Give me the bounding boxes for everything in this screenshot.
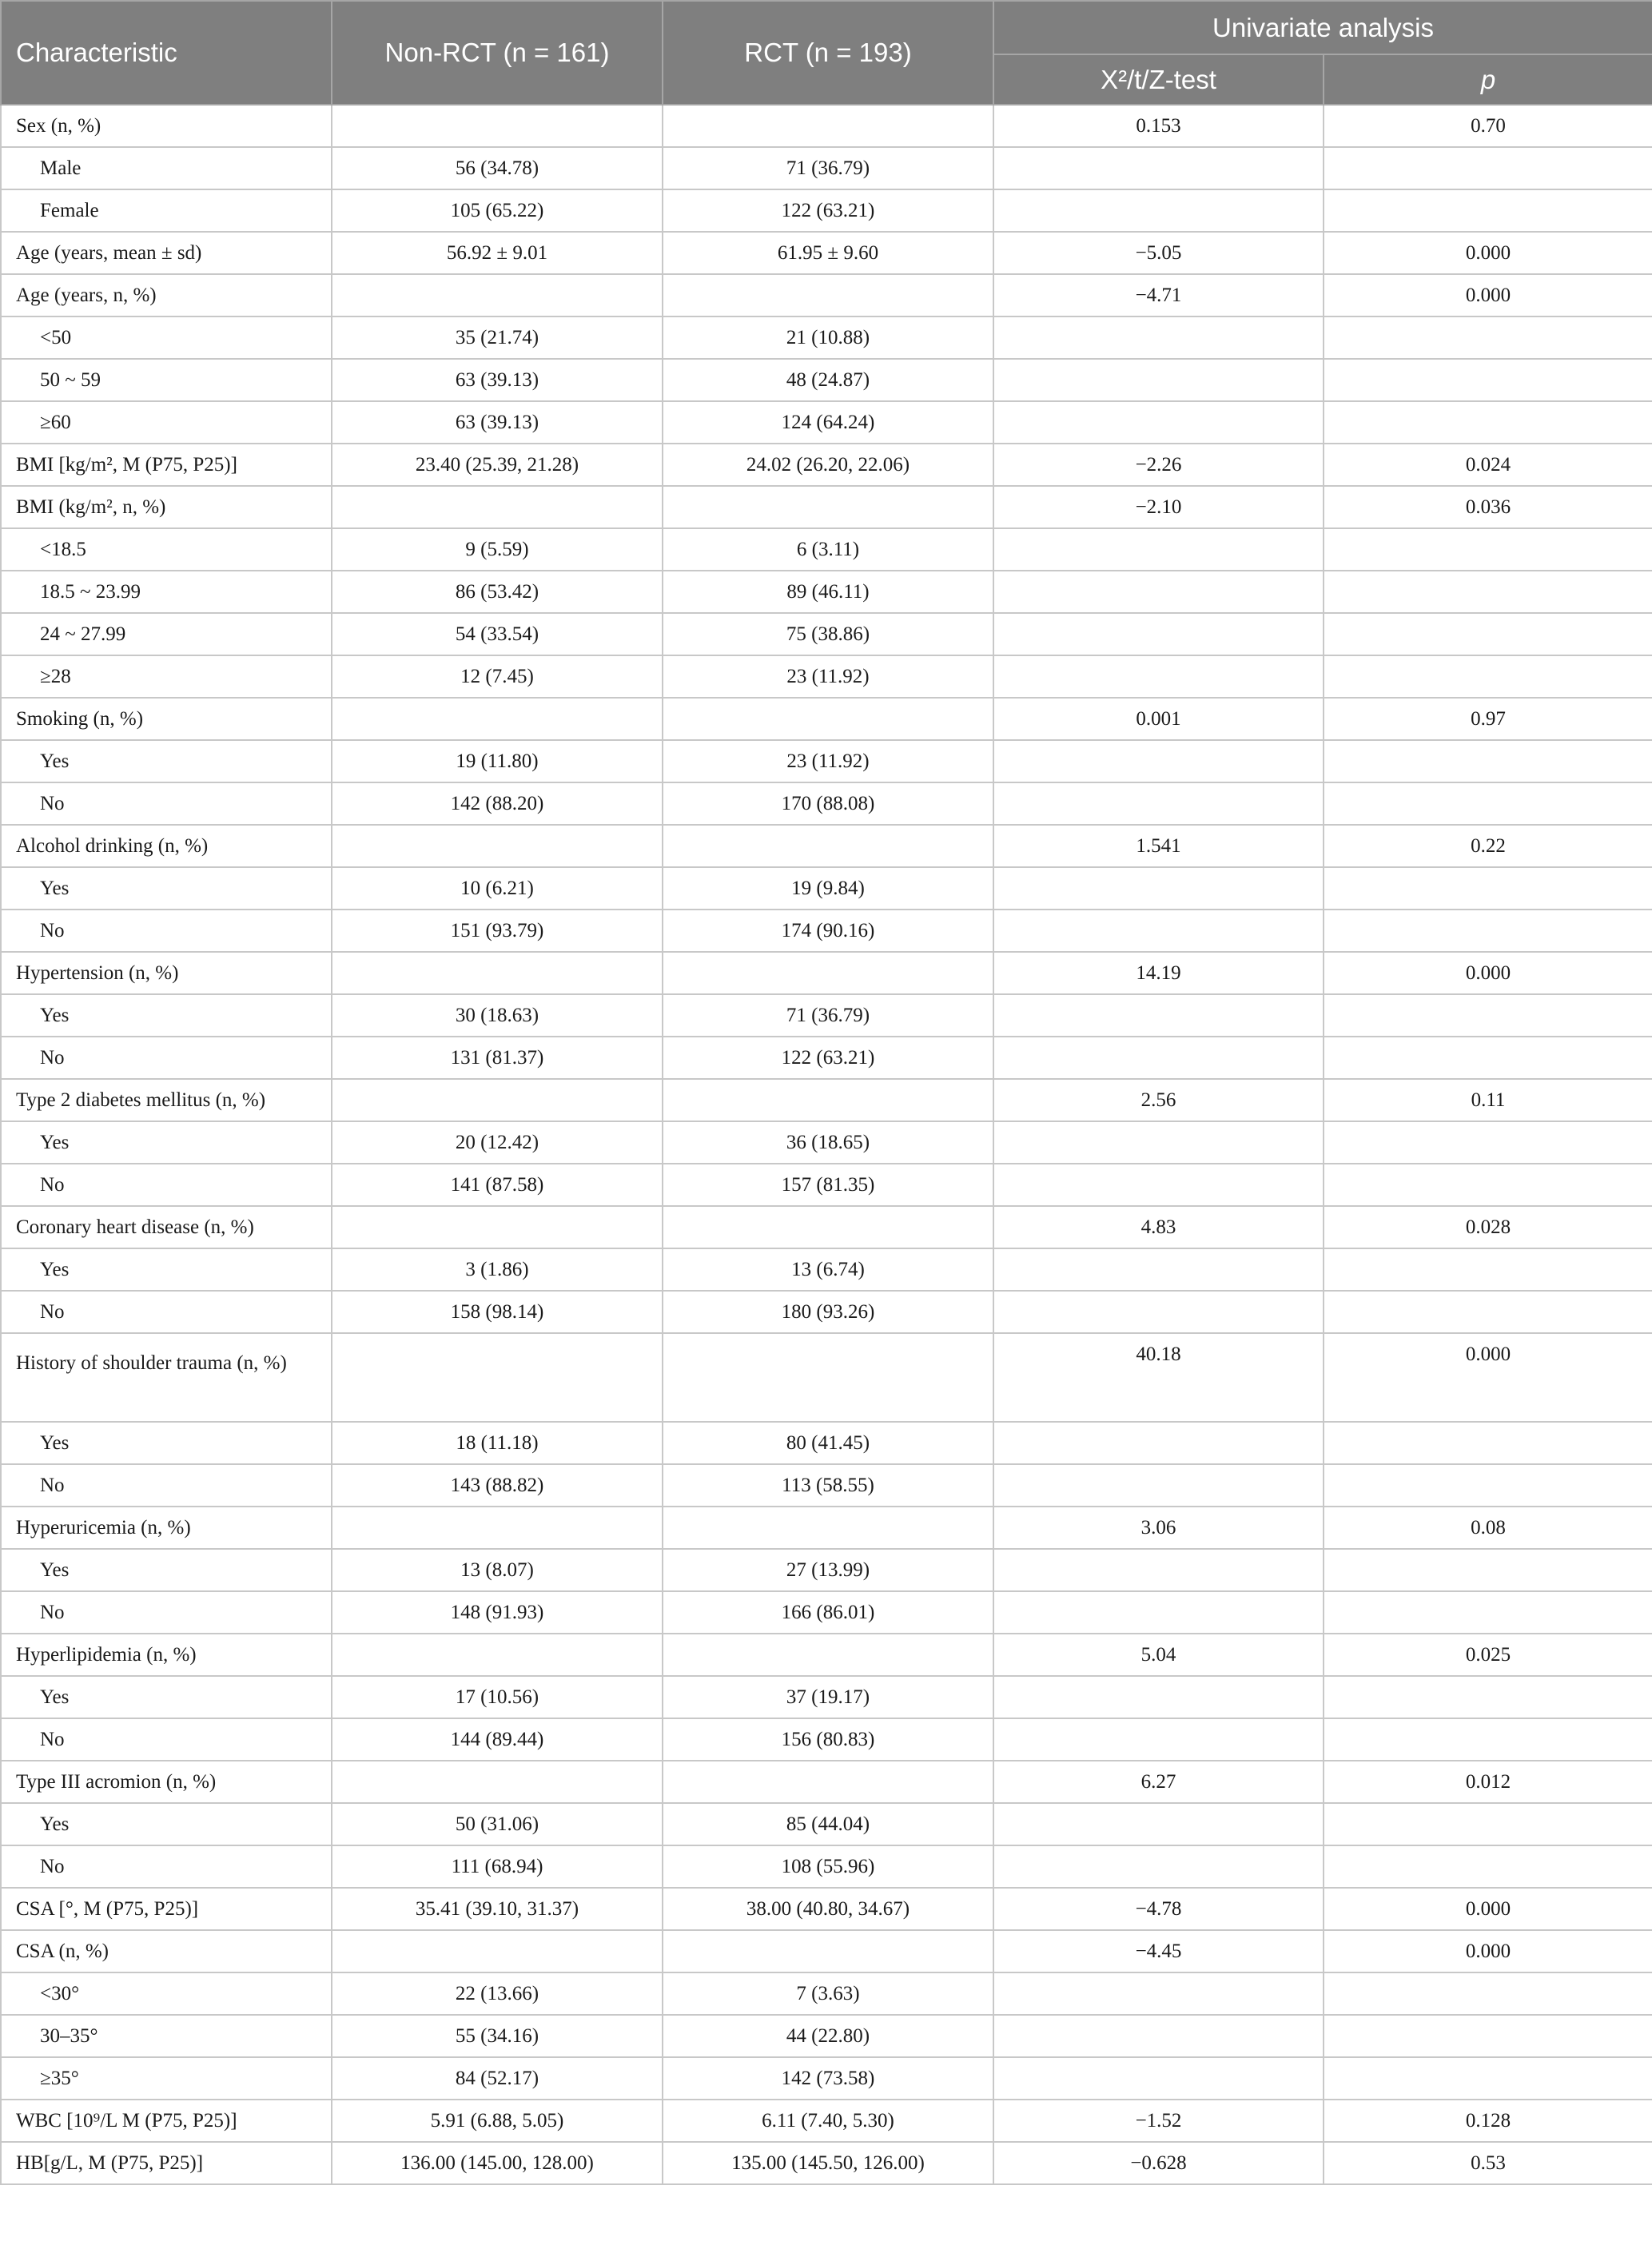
table-row [1, 1333, 1652, 1422]
cell-rct: 23 (11.92) [663, 655, 993, 698]
cell-nonrct [332, 274, 663, 316]
cell-test-stat [993, 1972, 1324, 2015]
cell-test-stat [993, 571, 1324, 613]
cell-nonrct: 63 (39.13) [332, 359, 663, 401]
cell-p-value [1324, 782, 1652, 825]
table-row [1, 2100, 1652, 2142]
cell-p-value [1324, 994, 1652, 1037]
cell-rct: 156 (80.83) [663, 1718, 993, 1761]
cell-rct: 75 (38.86) [663, 613, 993, 655]
cell-p-value [1324, 867, 1652, 910]
cell-rct: 174 (90.16) [663, 910, 993, 952]
table-row [1, 105, 1652, 147]
cell-test-stat [993, 867, 1324, 910]
cell-rct [663, 825, 993, 867]
cell-p-value: 0.97 [1324, 698, 1652, 740]
table-row [1, 994, 1652, 1037]
cell-p-value [1324, 1803, 1652, 1845]
cell-nonrct [332, 825, 663, 867]
cell-p-value [1324, 1549, 1652, 1591]
cell-nonrct [332, 698, 663, 740]
cell-nonrct: 35.41 (39.10, 31.37) [332, 1888, 663, 1930]
cell-characteristic: Yes [1, 1549, 332, 1591]
cell-rct [663, 1206, 993, 1248]
cell-test-stat [993, 1422, 1324, 1464]
table-row [1, 2057, 1652, 2100]
cell-p-value [1324, 571, 1652, 613]
table-row [1, 1206, 1652, 1248]
cell-p-value [1324, 1037, 1652, 1079]
cell-test-stat: 6.27 [993, 1761, 1324, 1803]
cell-rct [663, 1507, 993, 1549]
cell-test-stat [993, 910, 1324, 952]
cell-test-stat: 0.153 [993, 105, 1324, 147]
cell-characteristic: Male [1, 147, 332, 189]
table-row [1, 316, 1652, 359]
cell-test-stat: −4.71 [993, 274, 1324, 316]
cell-characteristic: Yes [1, 740, 332, 782]
cell-characteristic: No [1, 1291, 332, 1333]
cell-characteristic: Yes [1, 1121, 332, 1164]
cell-nonrct: 17 (10.56) [332, 1676, 663, 1718]
cell-characteristic: BMI [kg/m², M (P75, P25)] [1, 444, 332, 486]
cell-test-stat [993, 2015, 1324, 2057]
cell-rct: 85 (44.04) [663, 1803, 993, 1845]
cell-test-stat [993, 1803, 1324, 1845]
cell-p-value [1324, 1291, 1652, 1333]
cell-p-value: 0.53 [1324, 2142, 1652, 2184]
cell-characteristic: <50 [1, 316, 332, 359]
table-row [1, 1549, 1652, 1591]
cell-rct: 36 (18.65) [663, 1121, 993, 1164]
cell-test-stat [993, 528, 1324, 571]
cell-nonrct: 105 (65.22) [332, 189, 663, 232]
table-row [1, 1291, 1652, 1333]
cell-test-stat [993, 1464, 1324, 1507]
cell-test-stat: −4.78 [993, 1888, 1324, 1930]
table-row [1, 952, 1652, 994]
table-row [1, 2015, 1652, 2057]
table-row [1, 359, 1652, 401]
cell-test-stat [993, 613, 1324, 655]
cell-nonrct: 20 (12.42) [332, 1121, 663, 1164]
cell-test-stat: 0.001 [993, 698, 1324, 740]
cell-nonrct: 10 (6.21) [332, 867, 663, 910]
table-row [1, 698, 1652, 740]
cell-characteristic: Hyperuricemia (n, %) [1, 1507, 332, 1549]
cell-p-value: 0.22 [1324, 825, 1652, 867]
cell-characteristic: Age (years, mean ± sd) [1, 232, 332, 274]
cell-nonrct [332, 486, 663, 528]
cell-p-value [1324, 1464, 1652, 1507]
cell-nonrct [332, 1333, 663, 1422]
table-row [1, 1972, 1652, 2015]
cell-p-value [1324, 1718, 1652, 1761]
cell-nonrct: 55 (34.16) [332, 2015, 663, 2057]
cell-p-value [1324, 613, 1652, 655]
cell-characteristic: 30–35° [1, 2015, 332, 2057]
cell-nonrct [332, 105, 663, 147]
cell-rct: 89 (46.11) [663, 571, 993, 613]
table-row [1, 1037, 1652, 1079]
cell-nonrct: 13 (8.07) [332, 1549, 663, 1591]
cell-p-value [1324, 147, 1652, 189]
table-body [1, 105, 1652, 2184]
cell-characteristic: No [1, 1164, 332, 1206]
cell-rct: 71 (36.79) [663, 147, 993, 189]
cell-characteristic: No [1, 1591, 332, 1634]
cell-characteristic: ≥60 [1, 401, 332, 444]
table-row [1, 1930, 1652, 1972]
cell-characteristic: 24 ~ 27.99 [1, 613, 332, 655]
cell-test-stat [993, 994, 1324, 1037]
table-row [1, 401, 1652, 444]
cell-nonrct [332, 1761, 663, 1803]
cell-test-stat [993, 1121, 1324, 1164]
cell-test-stat: 1.541 [993, 825, 1324, 867]
cell-p-value: 0.028 [1324, 1206, 1652, 1248]
cell-rct [663, 1930, 993, 1972]
table-row [1, 189, 1652, 232]
cell-test-stat: 3.06 [993, 1507, 1324, 1549]
header-p-text: p [1480, 64, 1496, 94]
table-row [1, 613, 1652, 655]
cell-characteristic: Yes [1, 867, 332, 910]
cell-characteristic: CSA (n, %) [1, 1930, 332, 1972]
table-row [1, 1248, 1652, 1291]
cell-characteristic: ≥28 [1, 655, 332, 698]
cell-test-stat [993, 316, 1324, 359]
table-row [1, 1845, 1652, 1888]
cell-p-value [1324, 1164, 1652, 1206]
table-row [1, 1422, 1652, 1464]
cell-rct: 24.02 (26.20, 22.06) [663, 444, 993, 486]
cell-nonrct: 151 (93.79) [332, 910, 663, 952]
cell-rct [663, 952, 993, 994]
cell-nonrct: 18 (11.18) [332, 1422, 663, 1464]
cell-p-value: 0.024 [1324, 444, 1652, 486]
cell-nonrct [332, 1634, 663, 1676]
cell-rct: 19 (9.84) [663, 867, 993, 910]
cell-rct: 23 (11.92) [663, 740, 993, 782]
cell-characteristic: Age (years, n, %) [1, 274, 332, 316]
table-row [1, 1079, 1652, 1121]
cell-rct: 157 (81.35) [663, 1164, 993, 1206]
cell-nonrct: 144 (89.44) [332, 1718, 663, 1761]
cell-rct [663, 274, 993, 316]
cell-p-value: 0.000 [1324, 232, 1652, 274]
cell-p-value: 0.000 [1324, 274, 1652, 316]
cell-p-value: 0.000 [1324, 952, 1652, 994]
cell-nonrct: 54 (33.54) [332, 613, 663, 655]
cell-p-value: 0.08 [1324, 1507, 1652, 1549]
cell-rct: 6 (3.11) [663, 528, 993, 571]
table-row [1, 571, 1652, 613]
cell-nonrct: 158 (98.14) [332, 1291, 663, 1333]
cell-rct: 38.00 (40.80, 34.67) [663, 1888, 993, 1930]
cell-p-value [1324, 740, 1652, 782]
cell-rct: 122 (63.21) [663, 1037, 993, 1079]
cell-nonrct: 35 (21.74) [332, 316, 663, 359]
table-row [1, 1803, 1652, 1845]
cell-nonrct [332, 1079, 663, 1121]
table-row [1, 1121, 1652, 1164]
cell-characteristic: Yes [1, 1676, 332, 1718]
cell-p-value [1324, 2057, 1652, 2100]
header-rct: RCT (n = 193) [663, 1, 993, 105]
cell-nonrct: 19 (11.80) [332, 740, 663, 782]
cell-p-value: 0.70 [1324, 105, 1652, 147]
cell-nonrct: 131 (81.37) [332, 1037, 663, 1079]
cell-test-stat [993, 1248, 1324, 1291]
cell-rct: 61.95 ± 9.60 [663, 232, 993, 274]
cell-characteristic: HB[g/L, M (P75, P25)] [1, 2142, 332, 2184]
table-row [1, 147, 1652, 189]
cell-p-value [1324, 655, 1652, 698]
cell-test-stat [993, 147, 1324, 189]
cell-p-value: 0.012 [1324, 1761, 1652, 1803]
cell-p-value: 0.025 [1324, 1634, 1652, 1676]
cell-rct [663, 1634, 993, 1676]
cell-p-value [1324, 1676, 1652, 1718]
cell-characteristic: <30° [1, 1972, 332, 2015]
cell-nonrct: 86 (53.42) [332, 571, 663, 613]
table-row [1, 1888, 1652, 1930]
cell-characteristic: History of shoulder trauma (n, %) [1, 1333, 332, 1422]
cell-rct: 124 (64.24) [663, 401, 993, 444]
cell-p-value: 0.11 [1324, 1079, 1652, 1121]
cell-characteristic: Smoking (n, %) [1, 698, 332, 740]
cell-characteristic: BMI (kg/m², n, %) [1, 486, 332, 528]
cell-characteristic: No [1, 1718, 332, 1761]
cell-p-value [1324, 1121, 1652, 1164]
cell-test-stat [993, 1676, 1324, 1718]
cell-p-value: 0.036 [1324, 486, 1652, 528]
table-row [1, 528, 1652, 571]
cell-characteristic: Alcohol drinking (n, %) [1, 825, 332, 867]
cell-rct: 7 (3.63) [663, 1972, 993, 2015]
cell-nonrct: 141 (87.58) [332, 1164, 663, 1206]
cell-test-stat: −5.05 [993, 232, 1324, 274]
cell-nonrct: 56 (34.78) [332, 147, 663, 189]
cell-test-stat [993, 359, 1324, 401]
cell-nonrct [332, 1930, 663, 1972]
header-test: X²/t/Z-test [993, 54, 1324, 105]
table-row [1, 1634, 1652, 1676]
cell-rct: 113 (58.55) [663, 1464, 993, 1507]
cell-nonrct: 23.40 (25.39, 21.28) [332, 444, 663, 486]
cell-p-value [1324, 1422, 1652, 1464]
cell-characteristic: Yes [1, 1422, 332, 1464]
cell-nonrct: 30 (18.63) [332, 994, 663, 1037]
cell-characteristic: No [1, 782, 332, 825]
cell-rct [663, 698, 993, 740]
table-row [1, 825, 1652, 867]
cell-nonrct [332, 1206, 663, 1248]
cell-nonrct: 9 (5.59) [332, 528, 663, 571]
cell-rct: 142 (73.58) [663, 2057, 993, 2100]
table-row [1, 867, 1652, 910]
table-row [1, 486, 1652, 528]
table-header [1, 1, 1652, 105]
cell-rct: 180 (93.26) [663, 1291, 993, 1333]
cell-p-value [1324, 1248, 1652, 1291]
table-row [1, 274, 1652, 316]
cell-test-stat [993, 1291, 1324, 1333]
header-nonrct: Non-RCT (n = 161) [332, 1, 663, 105]
cell-test-stat: 4.83 [993, 1206, 1324, 1248]
cell-rct: 44 (22.80) [663, 2015, 993, 2057]
cell-p-value [1324, 1972, 1652, 2015]
cell-characteristic: <18.5 [1, 528, 332, 571]
cell-rct: 71 (36.79) [663, 994, 993, 1037]
cell-characteristic: No [1, 1464, 332, 1507]
cell-p-value [1324, 401, 1652, 444]
header-univariate: Univariate analysis [993, 1, 1652, 54]
cell-test-stat [993, 1845, 1324, 1888]
cell-characteristic: 50 ~ 59 [1, 359, 332, 401]
cell-nonrct: 22 (13.66) [332, 1972, 663, 2015]
cell-rct [663, 1761, 993, 1803]
table-row [1, 1464, 1652, 1507]
cell-nonrct [332, 1507, 663, 1549]
header-characteristic: Characteristic [1, 1, 332, 105]
cell-characteristic: Type III acromion (n, %) [1, 1761, 332, 1803]
cell-characteristic: No [1, 910, 332, 952]
cell-characteristic: No [1, 1037, 332, 1079]
cell-characteristic: Hyperlipidemia (n, %) [1, 1634, 332, 1676]
cell-test-stat [993, 782, 1324, 825]
cell-test-stat: 14.19 [993, 952, 1324, 994]
cell-rct: 166 (86.01) [663, 1591, 993, 1634]
cell-nonrct: 142 (88.20) [332, 782, 663, 825]
cell-nonrct: 136.00 (145.00, 128.00) [332, 2142, 663, 2184]
cell-characteristic: Coronary heart disease (n, %) [1, 1206, 332, 1248]
table-row [1, 1761, 1652, 1803]
cell-characteristic: Type 2 diabetes mellitus (n, %) [1, 1079, 332, 1121]
table-row [1, 655, 1652, 698]
cell-p-value: 0.000 [1324, 1888, 1652, 1930]
cell-nonrct: 50 (31.06) [332, 1803, 663, 1845]
cell-p-value: 0.000 [1324, 1333, 1652, 1422]
cell-test-stat: 40.18 [993, 1333, 1324, 1422]
cell-test-stat [993, 401, 1324, 444]
cell-test-stat: −4.45 [993, 1930, 1324, 1972]
cell-test-stat [993, 740, 1324, 782]
cell-p-value [1324, 1591, 1652, 1634]
cell-test-stat: −1.52 [993, 2100, 1324, 2142]
cell-rct: 108 (55.96) [663, 1845, 993, 1888]
cell-test-stat [993, 1591, 1324, 1634]
cell-characteristic: 18.5 ~ 23.99 [1, 571, 332, 613]
cell-rct: 135.00 (145.50, 126.00) [663, 2142, 993, 2184]
cell-p-value: 0.000 [1324, 1930, 1652, 1972]
table-row [1, 910, 1652, 952]
cell-rct [663, 1079, 993, 1121]
cell-test-stat [993, 1037, 1324, 1079]
cell-characteristic: Sex (n, %) [1, 105, 332, 147]
cell-p-value [1324, 1845, 1652, 1888]
cell-rct: 27 (13.99) [663, 1549, 993, 1591]
table-row [1, 1718, 1652, 1761]
cell-p-value [1324, 2015, 1652, 2057]
cell-p-value [1324, 910, 1652, 952]
cell-test-stat: −0.628 [993, 2142, 1324, 2184]
cell-characteristic: CSA [°, M (P75, P25)] [1, 1888, 332, 1930]
cell-p-value: 0.128 [1324, 2100, 1652, 2142]
cell-test-stat [993, 2057, 1324, 2100]
cell-characteristic: Yes [1, 1248, 332, 1291]
header-p [1324, 54, 1652, 105]
cell-nonrct [332, 952, 663, 994]
cell-characteristic: Yes [1, 994, 332, 1037]
table-row [1, 232, 1652, 274]
cell-rct [663, 105, 993, 147]
table-row [1, 444, 1652, 486]
table-row [1, 2142, 1652, 2184]
cell-nonrct: 56.92 ± 9.01 [332, 232, 663, 274]
cell-p-value [1324, 359, 1652, 401]
cell-test-stat [993, 1549, 1324, 1591]
cell-test-stat: −2.26 [993, 444, 1324, 486]
cell-rct: 170 (88.08) [663, 782, 993, 825]
table-row [1, 782, 1652, 825]
cell-nonrct: 3 (1.86) [332, 1248, 663, 1291]
cell-rct [663, 486, 993, 528]
cell-characteristic: Hypertension (n, %) [1, 952, 332, 994]
cell-rct: 21 (10.88) [663, 316, 993, 359]
cell-characteristic: No [1, 1845, 332, 1888]
cell-p-value [1324, 316, 1652, 359]
cell-characteristic: ≥35° [1, 2057, 332, 2100]
cell-test-stat [993, 1718, 1324, 1761]
cell-nonrct: 143 (88.82) [332, 1464, 663, 1507]
cell-characteristic: Female [1, 189, 332, 232]
cell-rct: 80 (41.45) [663, 1422, 993, 1464]
cell-rct: 6.11 (7.40, 5.30) [663, 2100, 993, 2142]
cell-test-stat [993, 1164, 1324, 1206]
table-row [1, 1507, 1652, 1549]
cell-rct: 13 (6.74) [663, 1248, 993, 1291]
cell-nonrct: 12 (7.45) [332, 655, 663, 698]
cell-test-stat: −2.10 [993, 486, 1324, 528]
table-row [1, 740, 1652, 782]
cell-test-stat [993, 655, 1324, 698]
cell-rct: 48 (24.87) [663, 359, 993, 401]
cell-p-value [1324, 528, 1652, 571]
table-row [1, 1164, 1652, 1206]
cell-nonrct: 84 (52.17) [332, 2057, 663, 2100]
cell-rct: 122 (63.21) [663, 189, 993, 232]
cell-rct: 37 (19.17) [663, 1676, 993, 1718]
table-row [1, 1591, 1652, 1634]
cell-characteristic: Yes [1, 1803, 332, 1845]
table-row [1, 1676, 1652, 1718]
cell-p-value [1324, 189, 1652, 232]
cell-characteristic: WBC [10⁹/L M (P75, P25)] [1, 2100, 332, 2142]
cell-nonrct: 63 (39.13) [332, 401, 663, 444]
cell-test-stat [993, 189, 1324, 232]
cell-test-stat: 5.04 [993, 1634, 1324, 1676]
cell-rct [663, 1333, 993, 1422]
cell-nonrct: 111 (68.94) [332, 1845, 663, 1888]
cell-nonrct: 148 (91.93) [332, 1591, 663, 1634]
cell-nonrct: 5.91 (6.88, 5.05) [332, 2100, 663, 2142]
cell-test-stat: 2.56 [993, 1079, 1324, 1121]
